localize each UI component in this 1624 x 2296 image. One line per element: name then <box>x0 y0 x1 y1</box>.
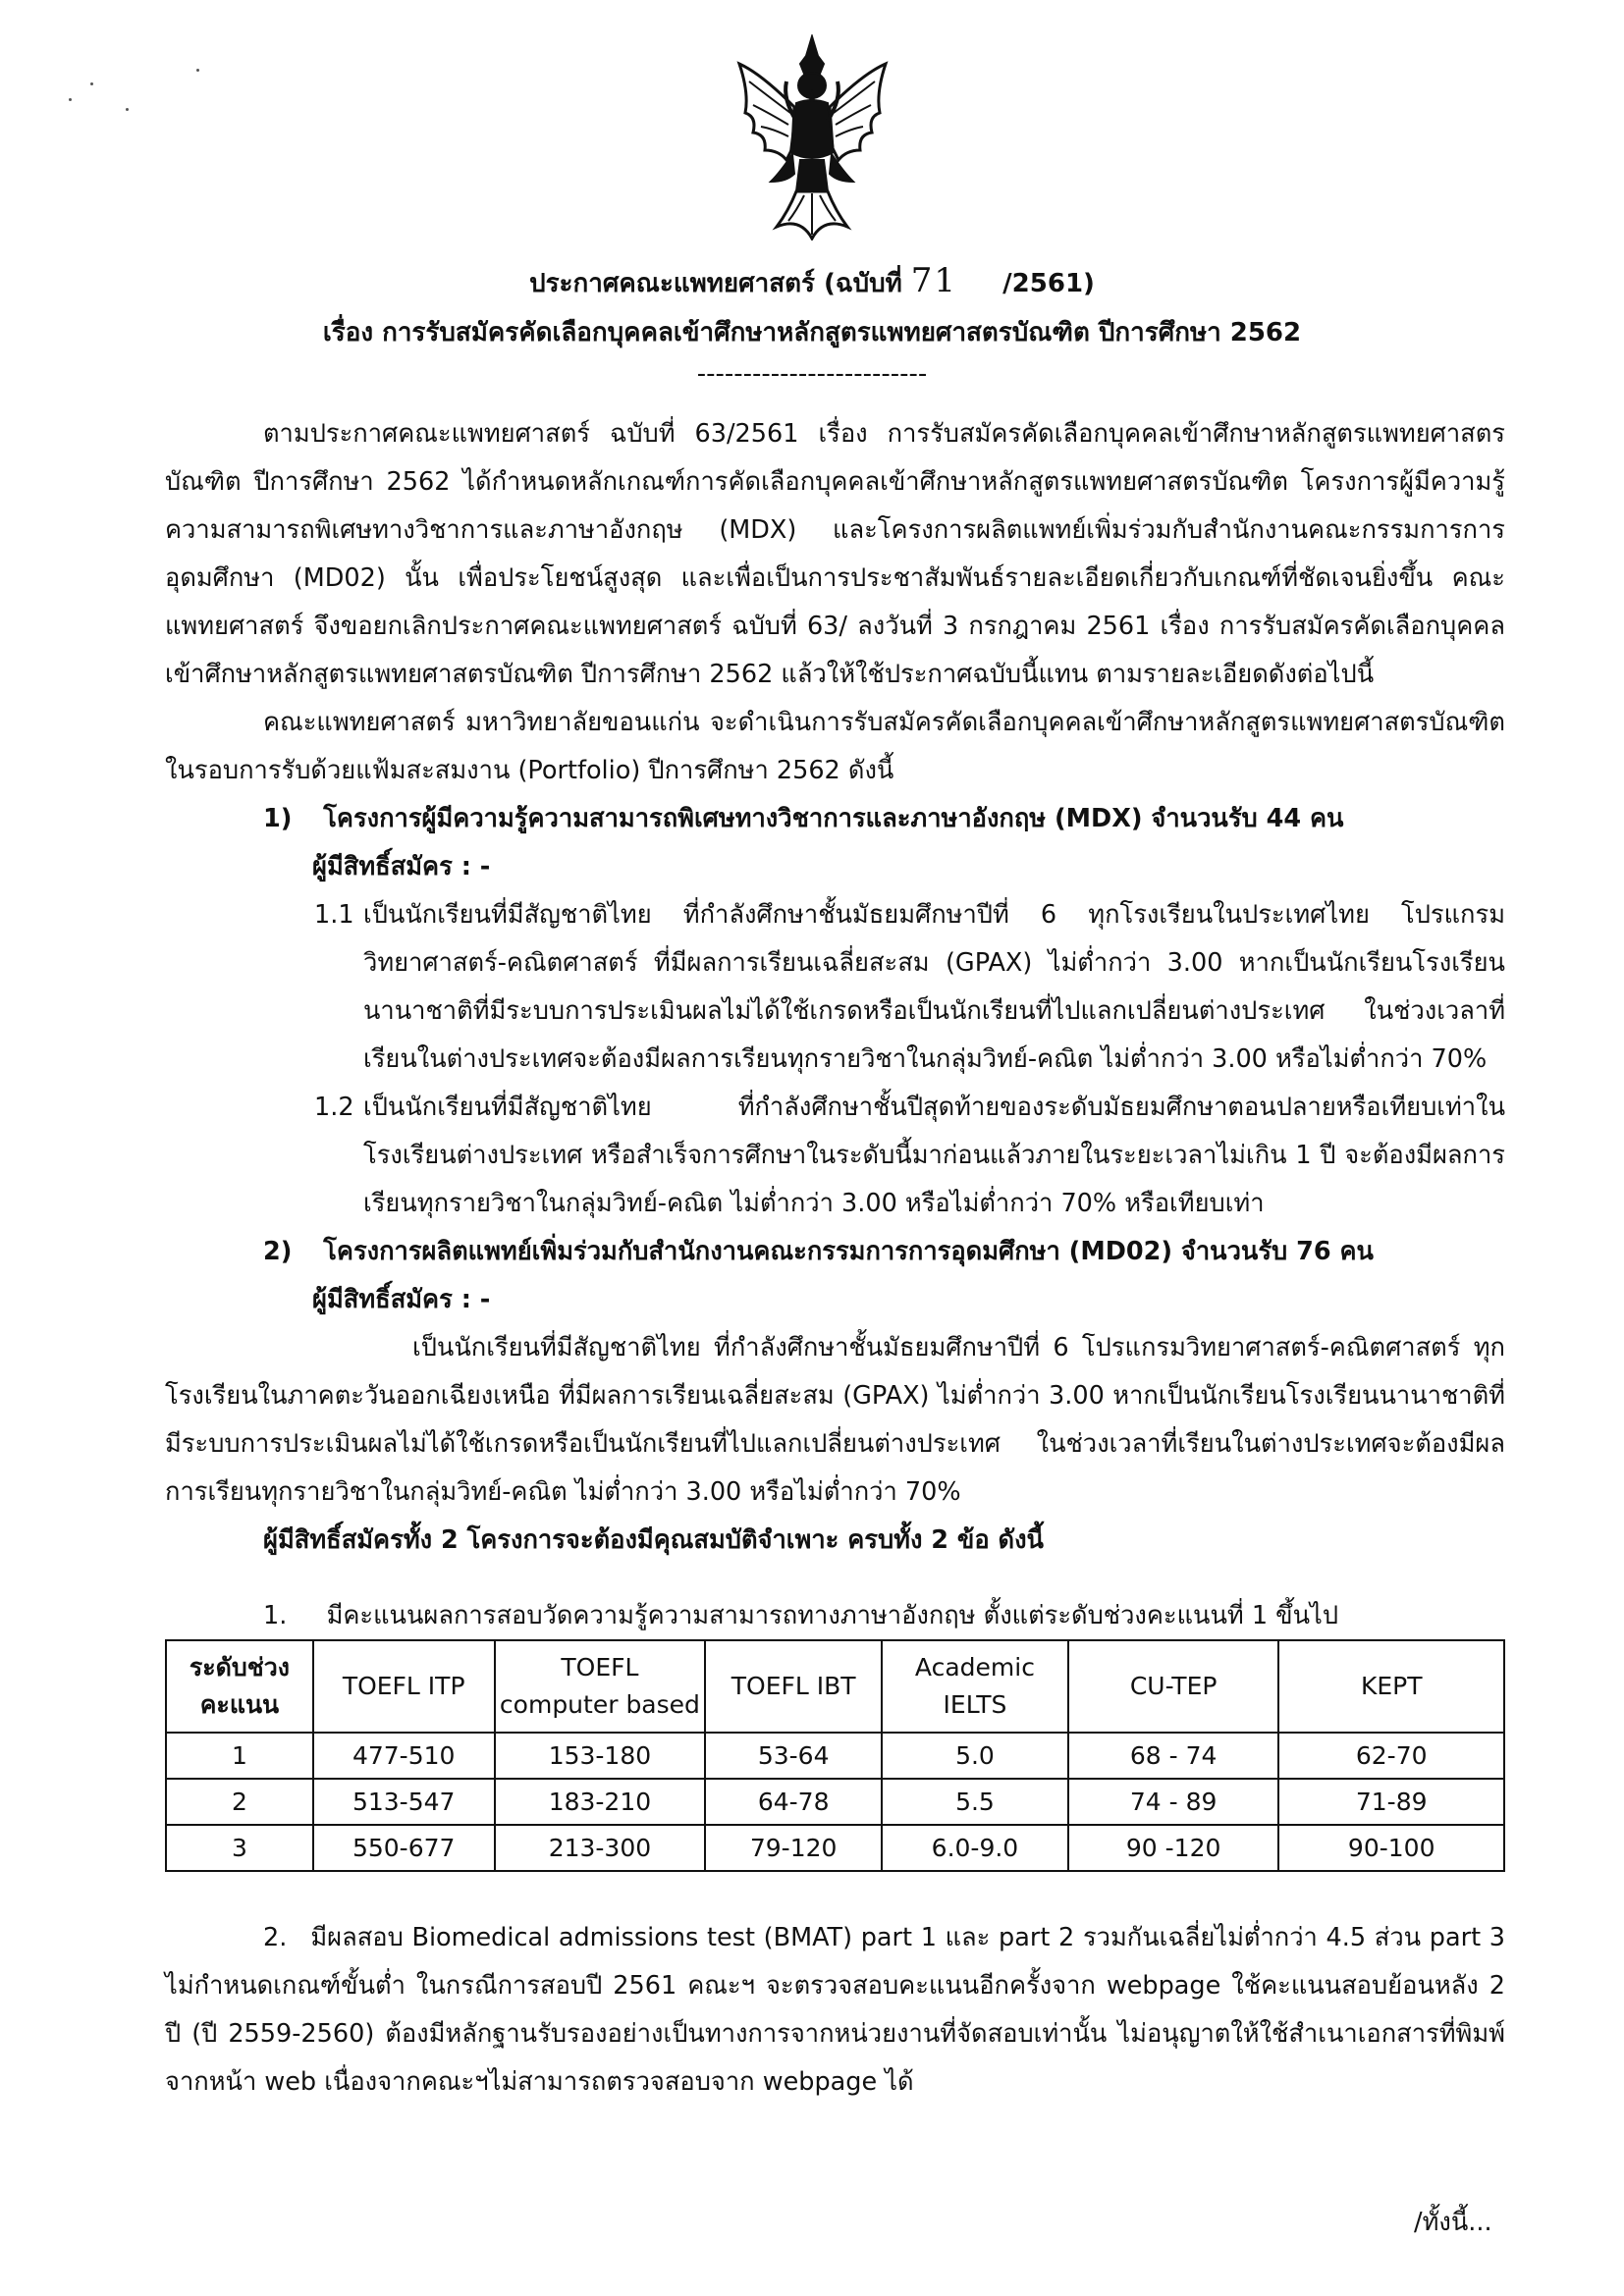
scan-speck <box>196 69 199 72</box>
program-1-title: โครงการผู้มีความรู้ความสามารถพิเศษทางวิชาการและภาษาอังกฤษ (MDX) จำนวนรับ 44 คน <box>323 804 1344 833</box>
table-row <box>166 1825 1504 1871</box>
table-cell: 1 <box>166 1733 313 1779</box>
intro-paragraph <box>165 410 1505 699</box>
scan-speck <box>90 82 93 85</box>
table-cell: 3 <box>166 1825 313 1871</box>
announcement-number: 71 <box>910 261 958 300</box>
announcement-title <box>0 261 1624 303</box>
criterion-2-text: มีผลสอบ Biomedical admissions test (BMAT) part 1 และ part 2 รวมกันเฉลี่ยไม่ต่ำกว่า 4.5 ส่วน part 3 ไม่กำหนดเกณฑ์ขั้นต่ำ ในกรณีการสอบปี 2561 คณะฯ จะตรวจสอบคะแนนอีกครั้งจาก webpage ใช้คะแนนสอบย้อนหลัง 2 ปี (ปี 2559-2560) ต้องมีหลักฐานรับรองอย่างเป็นทางการจากหน่วยงานที่จัดสอบเท่านั้น ไม่อนุญาตให้ใช้สำเนาเอกสารที่พิมพ์จากหน้า web เนื่องจากคณะฯไม่สามารถตรวจสอบจาก webpage ได้ <box>165 1923 1505 2097</box>
table-cell: 62-70 <box>1278 1733 1504 1779</box>
table-header-toefl-itp: TOEFL ITP <box>313 1640 495 1733</box>
program-1-eligibility: ผู้มีสิทธิ์สมัคร : - <box>312 852 491 881</box>
table-cell: 550-677 <box>313 1825 495 1871</box>
title-separator: ------------------------- <box>696 359 928 389</box>
announcement-suffix: /2561) <box>1002 269 1095 298</box>
table-header-ielts: Academic IELTS <box>882 1640 1068 1733</box>
table-header-level: ระดับช่วง คะแนน <box>166 1640 313 1733</box>
announcement-prefix: ประกาศคณะแพทยศาสตร์ (ฉบับที่ <box>529 269 902 298</box>
second-paragraph-text: คณะแพทยศาสตร์ มหาวิทยาลัยขอนแก่น จะดำเนินการรับสมัครคัดเลือกบุคคลเข้าศึกษาหลักสูตรแพทยศาสตรบัณฑิต ในรอบการรับด้วยแฟ้มสะสมงาน (Portfolio) ปีการศึกษา 2562 ดังนี้ <box>165 708 1505 785</box>
criterion-2-number: 2. <box>263 1923 288 1952</box>
table-row <box>166 1779 1504 1825</box>
page-continuation: /ทั้งนี้... <box>1414 2208 1492 2237</box>
item-1-1-number: 1.1 <box>314 900 354 930</box>
table-cell: 513-547 <box>313 1779 495 1825</box>
program-2-title: โครงการผลิตแพทย์เพิ่มร่วมกับสำนักงานคณะกรรมการการอุดมศึกษา (MD02) จำนวนรับ 76 คน <box>323 1237 1374 1266</box>
program-2-text <box>165 1324 1505 1517</box>
table-header-toefl-cbt: TOEFL computer based <box>495 1640 706 1733</box>
program-2-number: 2) <box>263 1237 293 1266</box>
table-cell: 2 <box>166 1779 313 1825</box>
intro-paragraph-text: ตามประกาศคณะแพทยศาสตร์ ฉบับที่ 63/2561 เรื่อง การรับสมัครคัดเลือกบุคคลเข้าศึกษาหลักสูตรแพทยศาสตรบัณฑิต ปีการศึกษา 2562 ได้กำหนดหลักเกณฑ์การคัดเลือกบุคคลเข้าศึกษาหลักสูตรแพทยศาสตรบัณฑิต โครงการผู้มีความรู้ความสามารถพิเศษทางวิชาการและภาษาอังกฤษ (MDX) และโครงการผลิตแพทย์เพิ่มร่วมกับสำนักงานคณะกรรมการการอุดมศึกษา (MD02) นั้น เพื่อประโยชน์สูงสุด และเพื่อเป็นการประชาสัมพันธ์รายละเอียดเกี่ยวกับเกณฑ์ที่ชัดเจนยิ่งขึ้น คณะแพทยศาสตร์ จึงขอยกเลิกประกาศคณะแพทยศาสตร์ ฉบับที่ 63/ ลงวันที่ 3 กรกฎาคม 2561 เรื่อง การรับสมัครคัดเลือกบุคคลเข้าศึกษาหลักสูตรแพทยศาสตรบัณฑิต ปีการศึกษา 2562 แล้วให้ใช้ประกาศฉบับนี้แทน ตามรายละเอียดดังต่อไปนี้ <box>165 419 1505 689</box>
table-header-cu-tep: CU-TEP <box>1068 1640 1279 1733</box>
table-cell: 90 -120 <box>1068 1825 1279 1871</box>
score-table-header-row <box>166 1640 1504 1733</box>
program-1-heading <box>263 795 1343 843</box>
table-cell: 5.5 <box>882 1779 1068 1825</box>
table-cell: 90-100 <box>1278 1825 1504 1871</box>
table-cell: 74 - 89 <box>1068 1779 1279 1825</box>
score-table <box>165 1639 1505 1872</box>
criterion-1-text: มีคะแนนผลการสอบวัดความรู้ความสามารถทางภาษาอังกฤษ ตั้งแต่ระดับช่วงคะแนนที่ 1 ขึ้นไป <box>326 1601 1339 1630</box>
program-2-heading <box>263 1228 1374 1276</box>
garuda-emblem-icon <box>731 34 893 240</box>
table-cell: 5.0 <box>882 1733 1068 1779</box>
table-cell: 183-210 <box>495 1779 706 1825</box>
criterion-1 <box>263 1592 1338 1640</box>
criterion-1-number: 1. <box>263 1601 288 1630</box>
table-cell: 53-64 <box>705 1733 882 1779</box>
table-cell: 153-180 <box>495 1733 706 1779</box>
second-paragraph <box>165 699 1505 795</box>
table-header-kept: KEPT <box>1278 1640 1504 1733</box>
item-1-2-text: เป็นนักเรียนที่มีสัญชาติไทย ที่กำลังศึกษาชั้นปีสุดท้ายของระดับมัธยมศึกษาตอนปลายหรือเทียบเท่าในโรงเรียนต่างประเทศ หรือสำเร็จการศึกษาในระดับนี้มาก่อนแล้วภายในระยะเวลาไม่เกิน 1 ปี จะต้องมีผลการเรียนทุกรายวิชาในกลุ่มวิทย์-คณิต ไม่ต่ำกว่า 3.00 หรือไม่ต่ำกว่า 70% หรือเทียบเท่า <box>363 1093 1505 1218</box>
table-cell: 6.0-9.0 <box>882 1825 1068 1871</box>
table-cell: 68 - 74 <box>1068 1733 1279 1779</box>
criterion-2 <box>165 1914 1505 2107</box>
program-2-eligibility: ผู้มีสิทธิ์สมัคร : - <box>312 1285 491 1314</box>
program-2-text-content: เป็นนักเรียนที่มีสัญชาติไทย ที่กำลังศึกษาชั้นมัธยมศึกษาปีที่ 6 โปรแกรมวิทยาศาสตร์-คณิตศาสตร์ ทุกโรงเรียนในภาคตะวันออกเฉียงเหนือ ที่มีผลการเรียนเฉลี่ยสะสม (GPAX) ไม่ต่ำกว่า 3.00 หากเป็นนักเรียนโรงเรียนนานาชาติที่มีระบบการประเมินผลไม่ได้ใช้เกรดหรือเป็นนักเรียนที่ไปแลกเปลี่ยนต่างประเทศ ในช่วงเวลาที่เรียนในต่างประเทศจะต้องมีผลการเรียนทุกรายวิชาในกลุ่มวิทย์-คณิต ไม่ต่ำกว่า 3.00 หรือไม่ต่ำกว่า 70% <box>165 1333 1505 1507</box>
table-cell: 64-78 <box>705 1779 882 1825</box>
item-1-2-number: 1.2 <box>314 1093 354 1122</box>
table-header-toefl-ibt: TOEFL IBT <box>705 1640 882 1733</box>
scan-speck <box>126 108 129 111</box>
table-cell: 79-120 <box>705 1825 882 1871</box>
program-1-number: 1) <box>263 804 293 833</box>
qualifications-heading: ผู้มีสิทธิ์สมัครทั้ง 2 โครงการจะต้องมีคุณสมบัติจำเพาะ ครบทั้ง 2 ข้อ ดังนี้ <box>263 1525 1044 1555</box>
item-1-1-text: เป็นนักเรียนที่มีสัญชาติไทย ที่กำลังศึกษาชั้นมัธยมศึกษาปีที่ 6 ทุกโรงเรียนในประเทศไทย โปรแกรมวิทยาศาสตร์-คณิตศาสตร์ ที่มีผลการเรียนเฉลี่ยสะสม (GPAX) ไม่ต่ำกว่า 3.00 หากเป็นนักเรียนโรงเรียนนานาชาติที่มีระบบการประเมินผลไม่ได้ใช้เกรดหรือเป็นนักเรียนที่ไปแลกเปลี่ยนต่างประเทศ ในช่วงเวลาที่เรียนในต่างประเทศจะต้องมีผลการเรียนทุกรายวิชาในกลุ่มวิทย์-คณิต ไม่ต่ำกว่า 3.00 หรือไม่ต่ำกว่า 70% <box>363 900 1505 1074</box>
table-cell: 477-510 <box>313 1733 495 1779</box>
table-row <box>166 1733 1504 1779</box>
announcement-subject: เรื่อง การรับสมัครคัดเลือกบุคคลเข้าศึกษาหลักสูตรแพทยศาสตรบัณฑิต ปีการศึกษา 2562 <box>322 318 1302 347</box>
table-cell: 213-300 <box>495 1825 706 1871</box>
table-cell: 71-89 <box>1278 1779 1504 1825</box>
scan-speck <box>69 98 72 101</box>
